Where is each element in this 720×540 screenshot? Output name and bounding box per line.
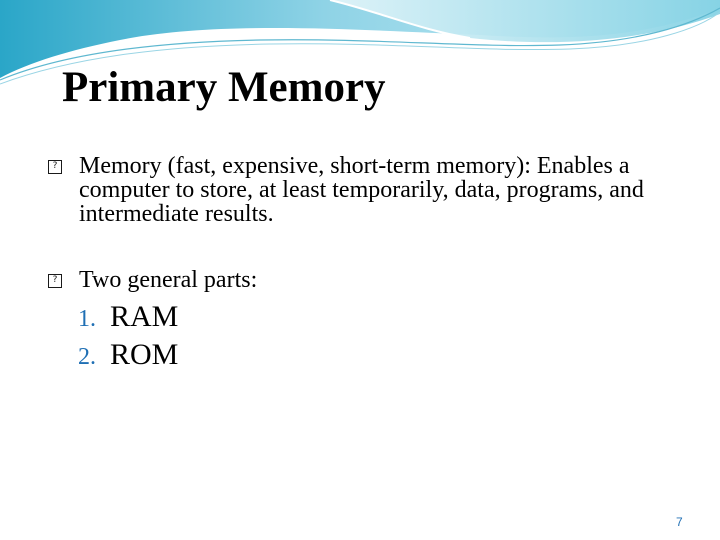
page-number: 7 xyxy=(676,515,683,529)
bullet-item xyxy=(48,154,698,226)
bullet-text: Memory (fast, expensive, short-term memory): Enables a computer to store, at least temporarily, data, programs, and intermediate results. xyxy=(79,153,644,227)
slide-content xyxy=(48,154,698,374)
list-item-text: RAM xyxy=(110,300,179,333)
bullet-item xyxy=(48,268,698,292)
list-number: 1. xyxy=(78,306,96,332)
list-item xyxy=(78,298,698,336)
list-item-text: ROM xyxy=(110,338,179,371)
list-item xyxy=(78,336,698,374)
box-icon: ? xyxy=(48,160,62,174)
parts-list xyxy=(78,298,698,374)
slide-title: Primary Memory xyxy=(62,64,386,111)
box-icon: ? xyxy=(48,274,62,288)
bullet-text: Two general parts: xyxy=(79,267,258,293)
list-number: 2. xyxy=(78,344,96,370)
